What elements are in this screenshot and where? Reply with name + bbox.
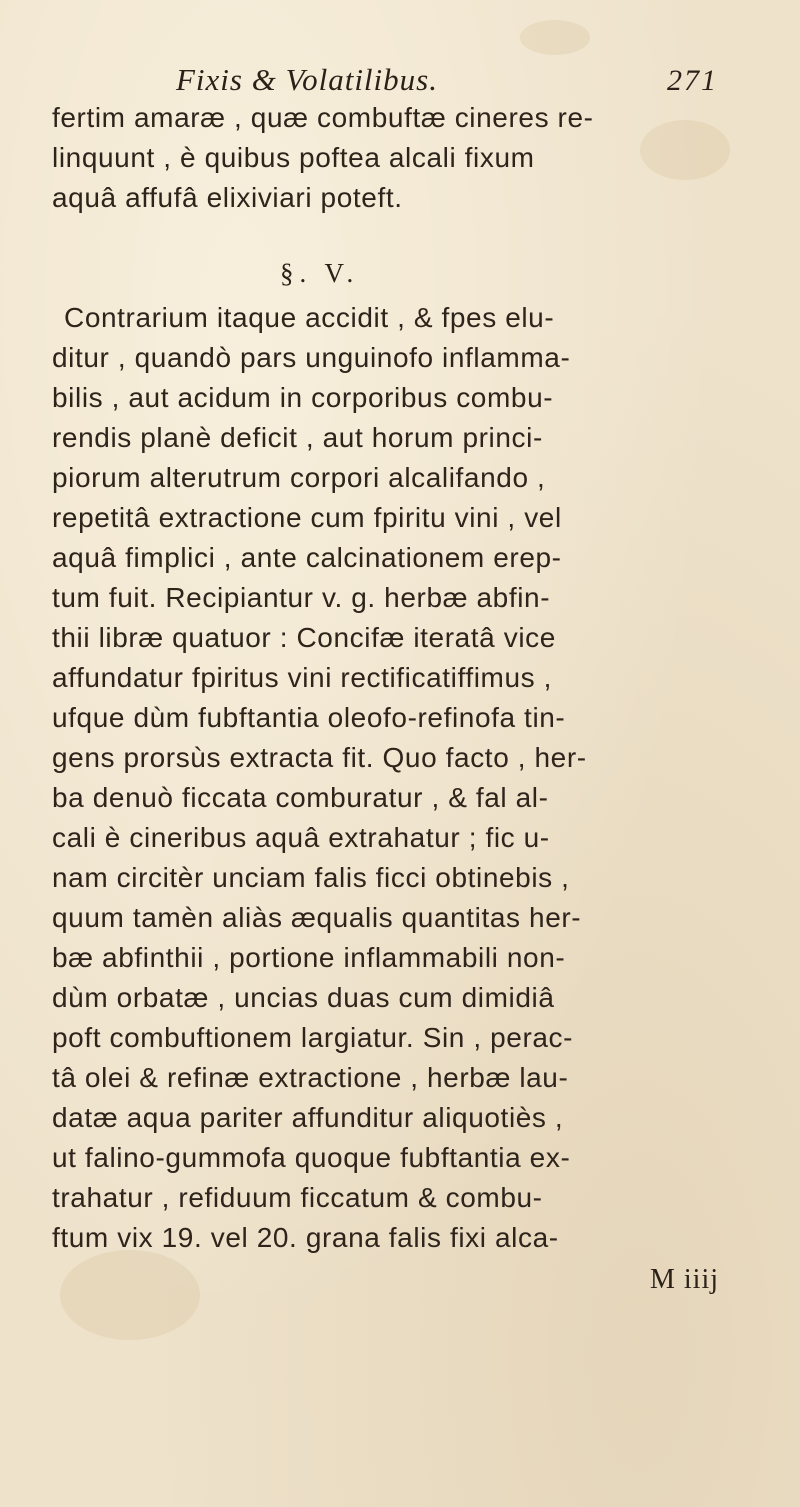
text-line: Contrarium itaque accidit , & fpes elu- [64, 302, 555, 333]
text-line: poft combuftionem largiatur. Sin , perac- [52, 1022, 574, 1053]
text-line: fertim amaræ , quæ combuftæ cineres re- [52, 102, 594, 133]
paper-stain [60, 1250, 200, 1340]
text-line: gens prorsùs extracta fit. Quo facto , her- [52, 742, 587, 773]
text-line: trahatur , refiduum ficcatum & combu- [52, 1182, 543, 1213]
text-line: tum fuit. Recipiantur v. g. herbæ abfin- [52, 582, 551, 613]
text-line: repetitâ extractione cum fpiritu vini , vel [52, 502, 562, 533]
text-line: dùm orbatæ , uncias duas cum dimidiâ [52, 982, 555, 1013]
text-line: linquunt , è quibus poftea alcali fixum [52, 142, 535, 173]
paper-stain [520, 20, 590, 55]
paper-stain [640, 120, 730, 180]
text-line: rendis planè deficit , aut horum princi- [52, 422, 543, 453]
text-line: ba denuò ficcata comburatur , & fal al- [52, 782, 549, 813]
text-line: piorum alterutrum corpori alcalifando , [52, 462, 546, 493]
text-line: datæ aqua pariter affunditur aliquotiès , [52, 1102, 564, 1133]
text-line: ditur , quandò pars unguinofo inflamma- [52, 342, 571, 373]
text-line: tâ olei & refinæ extractione , herbæ lau- [52, 1062, 569, 1093]
text-line: ufque dùm fubftantia oleofo-refinofa tin- [52, 702, 566, 733]
text-line: thii libræ quatuor : Concifæ iteratâ vice [52, 622, 556, 653]
signature-mark: M iiij [650, 1264, 720, 1295]
text-line: aquâ affufâ elixiviari poteft. [52, 182, 403, 213]
text-line: cali è cineribus aquâ extrahatur ; fic u- [52, 822, 550, 853]
text-line: ut falino-gummofa quoque fubftantia ex- [52, 1142, 571, 1173]
page-number: 271 [667, 64, 718, 97]
running-title: Fixis & Volatilibus. [176, 62, 438, 97]
text-line: quum tamèn aliàs æqualis quantitas her- [52, 902, 582, 933]
text-line: ftum vix 19. vel 20. grana falis fixi alca- [52, 1222, 559, 1253]
section-heading: §. V. [280, 258, 360, 288]
text-line: affundatur fpiritus vini rectificatiffimus , [52, 662, 553, 693]
text-line: bæ abfinthii , portione inflammabili non- [52, 942, 566, 973]
text-line: nam circitèr unciam falis ficci obtinebis , [52, 862, 570, 893]
page-header [0, 62, 800, 102]
text-line: bilis , aut acidum in corporibus combu- [52, 382, 554, 413]
text-line: aquâ fimplici , ante calcinationem erep- [52, 542, 562, 573]
